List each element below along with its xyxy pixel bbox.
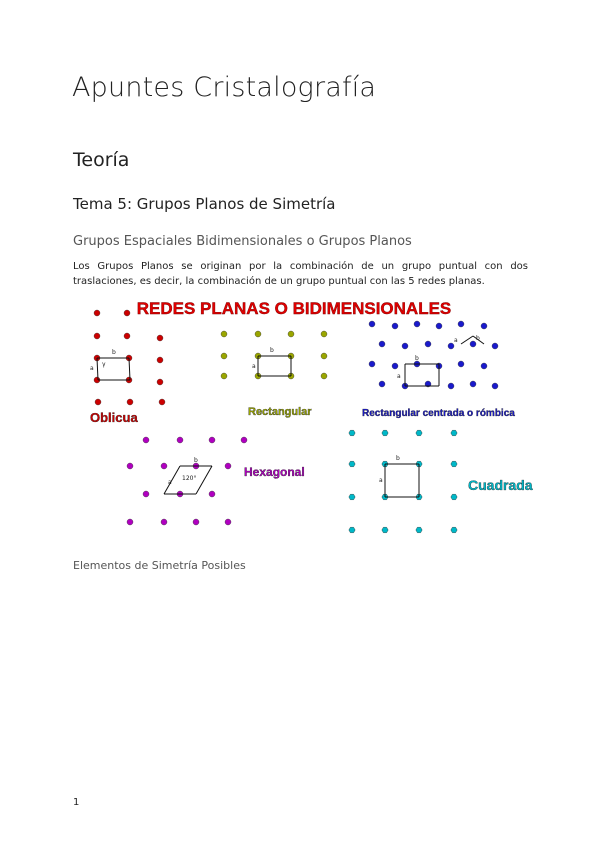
lattice-point [349,494,355,500]
lattice-point [481,363,487,369]
lattice-point [392,323,398,329]
vector-label: b [112,349,116,356]
lattice-point [414,321,420,327]
lattice-point [124,333,130,339]
lattice-point [349,430,355,436]
lattice-vector [196,466,212,494]
lattice-point [255,331,261,337]
vector-label: a [397,373,401,380]
lattice-vector [97,358,98,380]
symmetry-elements-heading: Elementos de Simetría Posibles [73,559,246,572]
lattice-label-rectangular: Rectangular [248,406,312,418]
lattice-point [402,343,408,349]
intro-paragraph: Los Grupos Planos se originan por la combinación de un grupo puntual con dos traslaciones, es decir, la combinación de un grupo puntual con las 5 redes planas. [73,261,528,287]
lattice-point [157,335,163,341]
lattice-point [221,331,227,337]
lattice-point [349,461,355,467]
lattice-point [451,461,457,467]
lattice-point [416,527,422,533]
vector-label: a [90,365,94,372]
lattice-point [225,519,231,525]
lattice-point [382,527,388,533]
lattice-point [321,331,327,337]
lattice-point [392,363,398,369]
vector-label: b [270,347,274,354]
lattice-point [436,323,442,329]
vector-label: a [168,479,172,486]
lattice-point [127,519,133,525]
lattice-point [448,383,454,389]
lattice-point [143,491,149,497]
lattice-point [157,379,163,385]
lattice-point [451,494,457,500]
lattice-point [161,519,167,525]
lattice-point [349,527,355,533]
lattice-point [127,399,133,405]
lattice-point [161,463,167,469]
vector-label: γ [102,361,106,368]
lattice-point [481,323,487,329]
lattice-label-square: Cuadrada [468,477,533,493]
lattice-point [458,321,464,327]
lattice-point [288,331,294,337]
lattice-label-oblique: Oblicua [90,410,138,425]
lattice-point [470,381,476,387]
lattice-point [159,399,165,405]
lattice-point [94,333,100,339]
lattice-point [321,353,327,359]
lattice-point [177,437,183,443]
lattice-point [379,341,385,347]
subtopic-heading: Grupos Espaciales Bidimensionales o Grupos Planos [73,234,412,249]
vector-label: b [194,457,198,464]
topic-heading: Tema 5: Grupos Planos de Simetría [73,195,336,213]
lattice-point [369,321,375,327]
lattice-point [209,491,215,497]
lattice-point [451,527,457,533]
lattice-point [451,430,457,436]
lattice-point [416,430,422,436]
lattice-label-hexagonal: Hexagonal [244,465,305,479]
vector-label: a [379,477,383,484]
lattice-point [94,310,100,316]
lattice-point [321,373,327,379]
vector-label: b [415,355,419,362]
lattice-point [221,353,227,359]
lattice-point [127,463,133,469]
lattice-point [425,341,431,347]
lattice-vector [129,358,130,380]
vector-label: a [454,337,458,344]
lattice-point [492,383,498,389]
lattice-point [124,310,130,316]
lattice-point [379,381,385,387]
plane-lattices-figure [82,296,533,536]
lattice-point [241,437,247,443]
lattice-point [95,399,101,405]
lattice-point [221,373,227,379]
vector-label: b [476,335,480,342]
document-title: Apuntes Cristalografía [72,72,377,103]
vector-label: b [396,455,400,462]
section-heading: Teoría [73,149,130,171]
lattice-point [143,437,149,443]
lattice-label-centered-rectangular: Rectangular centrada o rómbica [362,408,515,419]
vector-label: a [252,363,256,370]
lattice-point [492,343,498,349]
lattice-point [193,519,199,525]
lattice-point [369,361,375,367]
lattice-point [382,430,388,436]
lattice-vector [164,466,180,494]
lattice-point [209,437,215,443]
lattice-point [225,463,231,469]
lattice-point [157,357,163,363]
vector-label: 120° [182,475,197,482]
lattice-point [458,361,464,367]
page-number: 1 [73,797,80,808]
figure-title: REDES PLANAS O BIDIMENSIONALES [136,299,452,318]
